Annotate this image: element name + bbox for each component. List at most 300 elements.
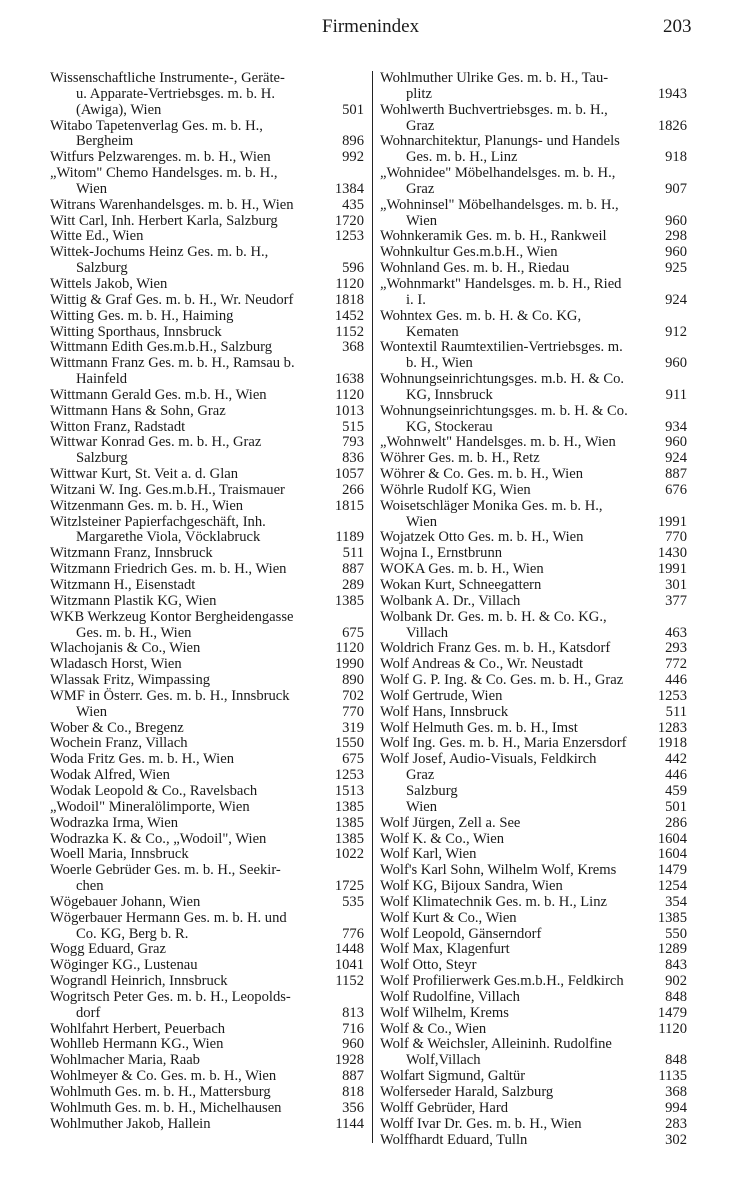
entry-name: Wladasch Horst, Wien — [50, 656, 182, 673]
index-entry — [50, 340, 364, 356]
entry-name: Wograndl Heinrich, Innsbruck — [50, 973, 228, 990]
index-entry — [380, 800, 687, 816]
entry-name: Witting Sporthaus, Innsbruck — [50, 323, 222, 340]
entry-name: „Wohnwelt" Handelsges. m. b. H., Wien — [380, 434, 616, 451]
entry-page-number: 463 — [665, 624, 687, 641]
entry-continuation: KG, Innsbruck — [406, 386, 493, 403]
entry-name: Wolf K. & Co., Wien — [380, 830, 505, 847]
entry-page-number: 960 — [665, 244, 687, 261]
index-entry — [50, 420, 364, 436]
entry-page-number: 770 — [342, 703, 364, 720]
entry-page-number: 1283 — [657, 719, 687, 736]
index-entry — [50, 483, 364, 499]
entry-name: Witzmann H., Eisenstadt — [50, 577, 196, 593]
index-entry — [50, 800, 364, 816]
entry-page-number: 1720 — [334, 212, 364, 229]
entry-page-number: 1452 — [334, 307, 364, 324]
entry-page-number: 925 — [665, 260, 687, 277]
entry-name: Wolf Otto, Steyr — [380, 957, 477, 974]
entry-name: Wober & Co., Bregenz — [50, 719, 184, 736]
entry-name: Wogg Eduard, Graz — [50, 941, 166, 958]
entry-name: Wogritsch Peter Ges. m. b. H., Leopolds- — [50, 988, 291, 1005]
index-entry — [380, 610, 687, 642]
index-entry — [380, 990, 687, 1006]
entry-continuation: Wolf,Villach — [406, 1052, 481, 1069]
entry-name: Wolf Rudolfine, Villach — [380, 988, 520, 1005]
entry-name: Wodak Leopold & Co., Ravelsbach — [50, 782, 258, 799]
entry-name: Witrans Warenhandelsges. m. b. H., Wien — [50, 196, 294, 213]
entry-name: Wohlfahrt Herbert, Peuerbach — [50, 1020, 226, 1037]
index-entry — [380, 578, 687, 594]
index-entry — [380, 245, 687, 261]
index-entry — [50, 150, 364, 166]
entry-name: Wolf Kurt & Co., Wien — [380, 909, 517, 926]
index-entry — [50, 816, 364, 832]
entry-page-number: 676 — [665, 481, 687, 498]
entry-name: Wöhrer & Co. Ges. m. b. H., Wien — [380, 466, 584, 483]
index-entry — [380, 1101, 687, 1117]
index-entry — [380, 863, 687, 879]
entry-page-number: 1385 — [334, 798, 364, 815]
entry-page-number: 442 — [665, 751, 687, 768]
entry-continuation: Salzburg — [76, 450, 128, 467]
entry-name: Wolferseder Harald, Salzburg — [380, 1084, 554, 1100]
entry-continuation: Graz — [406, 180, 435, 197]
entry-page-number: 1604 — [657, 830, 687, 847]
entry-name: Woell Maria, Innsbruck — [50, 846, 189, 863]
entry-name: Wolf Jürgen, Zell a. See — [380, 814, 521, 831]
entry-name: Wöhrle Rudolf KG, Wien — [380, 481, 531, 498]
entry-name: Wögebauer Johann, Wien — [50, 893, 201, 910]
entry-continuation: Co. KG, Berg b. R. — [76, 925, 189, 942]
entry-continuation: Wien — [406, 212, 438, 229]
entry-page-number: 1990 — [334, 656, 364, 673]
entry-page-number: 1550 — [334, 735, 364, 752]
index-entry — [380, 530, 687, 546]
index-entry — [380, 1069, 687, 1085]
entry-page-number: 298 — [665, 228, 687, 245]
index-entry — [380, 1085, 687, 1101]
index-entry — [380, 483, 687, 499]
entry-page-number: 770 — [665, 529, 687, 546]
entry-page-number: 1253 — [334, 228, 364, 245]
entry-page-number: 1152 — [335, 973, 364, 990]
entry-page-number: 848 — [665, 988, 687, 1005]
entry-page-number: 1120 — [335, 640, 364, 657]
entry-page-number: 289 — [342, 577, 364, 593]
entry-page-number: 535 — [342, 893, 364, 910]
index-entry — [50, 911, 364, 943]
entry-page-number: 1022 — [334, 846, 364, 863]
entry-page-number: 354 — [665, 893, 687, 910]
entry-page-number: 1385 — [334, 592, 364, 609]
entry-page-number: 960 — [342, 1036, 364, 1053]
entry-page-number: 283 — [665, 1115, 687, 1132]
entry-page-number: 896 — [342, 133, 364, 150]
entry-page-number: 501 — [665, 798, 687, 815]
index-entry — [50, 974, 364, 990]
index-entry — [380, 895, 687, 911]
entry-name: Wohnkeramik Ges. m. b. H., Rankweil — [380, 228, 607, 245]
entry-page-number: 848 — [665, 1052, 687, 1069]
entry-name: WMF in Österr. Ges. m. b. H., Innsbruck — [50, 687, 290, 704]
entry-page-number: 924 — [665, 450, 687, 467]
entry-name: Wolf & Co., Wien — [380, 1020, 487, 1037]
entry-name: Wohlwerth Buchvertriebsges. m. b. H., — [380, 101, 608, 118]
entry-page-number: 960 — [665, 355, 687, 372]
entry-name: Wlassak Fritz, Wimpassing — [50, 672, 211, 689]
entry-name: Wodrazka K. & Co., „Wodoil", Wien — [50, 830, 267, 847]
entry-page-number: 1254 — [657, 878, 687, 895]
index-entry — [380, 340, 687, 372]
index-entry — [50, 451, 364, 467]
entry-name: Wolffhardt Eduard, Tulln — [380, 1131, 528, 1148]
entry-name: Wojna I., Ernstbrunn — [380, 545, 503, 562]
entry-page-number: 960 — [665, 434, 687, 451]
entry-name: Wolf Andreas & Co., Wr. Neustadt — [380, 656, 584, 673]
entry-name: Witzani W. Ing. Ges.m.b.H., Traismauer — [50, 481, 285, 498]
entry-name: Woisetschläger Monika Ges. m. b. H., — [380, 497, 603, 514]
entry-name: Wlachojanis & Co., Wien — [50, 640, 201, 657]
entry-page-number: 501 — [342, 101, 364, 118]
index-entry — [50, 752, 364, 768]
entry-continuation: i. I. — [406, 291, 426, 308]
index-entry — [50, 895, 364, 911]
index-entry — [380, 309, 687, 341]
entry-page-number: 1991 — [657, 513, 687, 530]
entry-page-number: 994 — [665, 1099, 687, 1116]
entry-page-number: 907 — [665, 180, 687, 197]
index-entry — [50, 388, 364, 404]
entry-name: „Witom" Chemo Handelsges. m. b. H., — [50, 165, 278, 182]
index-entry — [50, 562, 364, 578]
index-entry — [50, 1037, 364, 1053]
index-entry — [380, 546, 687, 562]
entry-name: Wontextil Raumtextilien-Vertriebsges. m. — [380, 339, 623, 356]
index-entry — [50, 71, 364, 119]
index-entry — [380, 372, 687, 404]
page-header — [0, 16, 739, 46]
entry-page-number: 446 — [665, 672, 687, 689]
entry-page-number: 1991 — [657, 561, 687, 578]
index-entry — [50, 594, 364, 610]
index-entry — [50, 578, 364, 594]
entry-name: Wöhrer Ges. m. b. H., Retz — [380, 450, 540, 467]
index-entry — [50, 356, 364, 388]
entry-page-number: 377 — [665, 592, 687, 609]
entry-page-number: 435 — [342, 196, 364, 213]
entry-page-number: 836 — [342, 450, 364, 467]
entry-page-number: 1385 — [657, 909, 687, 926]
index-entry — [50, 673, 364, 689]
entry-page-number: 1918 — [657, 735, 687, 752]
entry-page-number: 511 — [665, 703, 687, 720]
index-entry — [50, 942, 364, 958]
entry-name: Wohnland Ges. m. b. H., Riedau — [380, 260, 570, 277]
entry-page-number: 446 — [665, 767, 687, 784]
entry-continuation: Wien — [76, 180, 108, 197]
index-entry — [380, 673, 687, 689]
entry-name: Wöginger KG., Lustenau — [50, 957, 198, 974]
entry-page-number: 1430 — [657, 545, 687, 562]
entry-page-number: 1289 — [657, 941, 687, 958]
entry-name: „Wodoil" Mineralölimporte, Wien — [50, 798, 250, 815]
entry-page-number: 596 — [342, 260, 364, 277]
entry-continuation: Margarethe Viola, Vöcklabruck — [76, 529, 261, 546]
entry-page-number: 1253 — [657, 687, 687, 704]
entry-page-number: 459 — [665, 782, 687, 799]
entry-continuation: u. Apparate-Vertriebsges. m. b. H. — [76, 85, 275, 102]
index-entry — [50, 990, 364, 1022]
index-entry — [380, 1022, 687, 1038]
index-entry — [380, 911, 687, 927]
entry-name: Wohlmuth Ges. m. b. H., Mattersburg — [50, 1084, 271, 1100]
index-entry — [50, 546, 364, 562]
entry-page-number: 511 — [342, 545, 364, 562]
entry-name: Wolf G. P. Ing. & Co. Ges. m. b. H., Graz — [380, 672, 624, 689]
index-entry — [380, 166, 687, 198]
index-entry — [380, 134, 687, 166]
entry-continuation: Villach — [406, 624, 449, 641]
index-entry — [380, 752, 687, 768]
entry-page-number: 1144 — [335, 1115, 364, 1132]
entry-continuation: Wien — [406, 513, 438, 530]
index-entry — [50, 689, 364, 705]
index-entry — [380, 705, 687, 721]
index-entry — [50, 1101, 364, 1117]
index-entry — [50, 404, 364, 420]
entry-name: Wittmann Gerald Ges. m.b. H., Wien — [50, 386, 267, 403]
entry-page-number: 924 — [665, 291, 687, 308]
entry-page-number: 675 — [342, 751, 364, 768]
entry-continuation: KG, Stockerau — [406, 418, 493, 435]
entry-name: Wodrazka Irma, Wien — [50, 814, 179, 831]
index-entry — [380, 689, 687, 705]
entry-name: Witzmann Franz, Innsbruck — [50, 545, 213, 562]
entry-page-number: 1253 — [334, 767, 364, 784]
index-entry — [50, 515, 364, 547]
entry-page-number: 301 — [665, 577, 687, 593]
entry-continuation: Graz — [406, 117, 435, 134]
index-entry — [380, 816, 687, 832]
index-entry — [50, 847, 364, 863]
index-entry — [50, 309, 364, 325]
index-entry — [50, 214, 364, 230]
entry-page-number: 843 — [665, 957, 687, 974]
entry-page-number: 1604 — [657, 846, 687, 863]
index-entry — [50, 1085, 364, 1101]
index-entry — [50, 1022, 364, 1038]
entry-name: Wittig & Graf Ges. m. b. H., Wr. Neudorf — [50, 291, 294, 308]
index-entry — [380, 1006, 687, 1022]
index-entry — [50, 1069, 364, 1085]
entry-page-number: 1041 — [334, 957, 364, 974]
entry-page-number: 1120 — [658, 1020, 687, 1037]
index-entry — [50, 784, 364, 800]
entry-name: Wolbank A. Dr., Villach — [380, 592, 521, 609]
entry-page-number: 302 — [665, 1131, 687, 1148]
entry-name: „Wohnidee" Möbelhandelsges. m. b. H., — [380, 165, 616, 182]
entry-name: Wohlmuther Ulrike Ges. m. b. H., Tau- — [380, 70, 609, 86]
entry-name: Witzmann Friedrich Ges. m. b. H., Wien — [50, 561, 287, 578]
entry-name: Wolf & Weichsler, Alleininh. Rudolfine — [380, 1036, 612, 1053]
entry-name: Wolf Helmuth Ges. m. b. H., Imst — [380, 719, 578, 736]
entry-page-number: 1385 — [334, 830, 364, 847]
entry-name: Wokan Kurt, Schneegattern — [380, 577, 542, 593]
entry-name: Wohnarchitektur, Planungs- und Handels — [380, 133, 620, 150]
entry-page-number: 319 — [342, 719, 364, 736]
index-entry — [380, 594, 687, 610]
entry-page-number: 890 — [342, 672, 364, 689]
index-entry — [50, 721, 364, 737]
entry-name: Wolff Ivar Dr. Ges. m. b. H., Wien — [380, 1115, 582, 1132]
entry-name: Wohlmacher Maria, Raab — [50, 1052, 200, 1069]
entry-name: Witzmann Plastik KG, Wien — [50, 592, 217, 609]
entry-name: Wolf Josef, Audio-Visuals, Feldkirch — [380, 751, 597, 768]
index-entry — [380, 942, 687, 958]
entry-continuation: b. H., Wien — [406, 355, 473, 372]
index-entry — [380, 736, 687, 752]
entry-continuation: Wien — [406, 798, 438, 815]
entry-page-number: 1135 — [658, 1068, 687, 1085]
index-entry — [380, 641, 687, 657]
index-entry — [50, 277, 364, 293]
index-entry — [380, 847, 687, 863]
entry-page-number: 992 — [342, 149, 364, 166]
entry-page-number: 1189 — [335, 529, 364, 546]
index-entry — [380, 958, 687, 974]
column-divider — [372, 71, 373, 1143]
entry-name: Wolfart Sigmund, Galtür — [380, 1068, 526, 1085]
index-entry — [50, 610, 364, 642]
entry-continuation: plitz — [406, 85, 432, 102]
entry-page-number: 368 — [665, 1084, 687, 1100]
entry-name: Witzenmann Ges. m. b. H., Wien — [50, 497, 244, 514]
index-entry — [380, 784, 687, 800]
entry-name: Wohnkultur Ges.m.b.H., Wien — [380, 244, 558, 261]
entry-name: Wittels Jakob, Wien — [50, 275, 168, 292]
entry-name: Witton Franz, Radstadt — [50, 418, 186, 435]
entry-page-number: 1479 — [657, 862, 687, 879]
index-entry — [380, 229, 687, 245]
entry-name: Wolf's Karl Sohn, Wilhelm Wolf, Krems — [380, 862, 617, 879]
entry-name: WOKA Ges. m. b. H., Wien — [380, 561, 544, 578]
index-entry — [380, 562, 687, 578]
index-entry — [50, 832, 364, 848]
entry-name: Witfurs Pelzwarenges. m. b. H., Wien — [50, 149, 271, 166]
entry-continuation: Bergheim — [76, 133, 134, 150]
entry-name: Witte Ed., Wien — [50, 228, 144, 245]
entry-name: Wissenschaftliche Instrumente-, Geräte- — [50, 70, 285, 86]
entry-page-number: 356 — [342, 1099, 364, 1116]
index-entry — [380, 974, 687, 990]
entry-page-number: 1818 — [334, 291, 364, 308]
entry-name: Witt Carl, Inh. Herbert Karla, Salzburg — [50, 212, 278, 229]
entry-page-number: 772 — [665, 656, 687, 673]
entry-page-number: 818 — [342, 1084, 364, 1100]
entry-page-number: 887 — [342, 561, 364, 578]
index-entry — [380, 657, 687, 673]
entry-name: Wolf Karl, Wien — [380, 846, 477, 863]
entry-name: Wolf Klimatechnik Ges. m. b. H., Linz — [380, 893, 608, 910]
page-number: 203 — [663, 16, 692, 37]
index-entry — [380, 435, 687, 451]
index-entry — [380, 451, 687, 467]
entry-name: WKB Werkzeug Kontor Bergheidengasse — [50, 608, 294, 625]
entry-name: Witting Ges. m. b. H., Haiming — [50, 307, 234, 324]
entry-continuation: (Awiga), Wien — [76, 101, 162, 118]
index-entry — [380, 261, 687, 277]
index-entry — [380, 71, 687, 103]
entry-name: Wolf Wilhelm, Krems — [380, 1004, 509, 1021]
index-entry — [50, 1117, 364, 1133]
entry-page-number: 716 — [342, 1020, 364, 1037]
index-entry — [380, 927, 687, 943]
entry-name: „Wohninsel" Möbelhandelsges. m. b. H., — [380, 196, 619, 213]
entry-continuation: dorf — [76, 1004, 101, 1021]
entry-name: Wolf Max, Klagenfurt — [380, 941, 510, 958]
entry-name: Wittek-Jochums Heinz Ges. m. b. H., — [50, 244, 269, 261]
entry-page-number: 702 — [342, 687, 364, 704]
entry-page-number: 934 — [665, 418, 687, 435]
entry-name: Wochein Franz, Villach — [50, 735, 188, 752]
index-entry — [50, 325, 364, 341]
index-entry — [50, 119, 364, 151]
entry-page-number: 1725 — [334, 878, 364, 895]
entry-name: Wolf Hans, Innsbruck — [380, 703, 509, 720]
entry-continuation: Graz — [406, 767, 435, 784]
entry-page-number: 887 — [665, 466, 687, 483]
index-entry — [380, 768, 687, 784]
entry-name: Wolf Ing. Ges. m. b. H., Maria Enzersdorf — [380, 735, 627, 752]
index-entry — [380, 103, 687, 135]
entry-name: Wittmann Edith Ges.m.b.H., Salzburg — [50, 339, 273, 356]
entry-page-number: 1826 — [657, 117, 687, 134]
entry-page-number: 960 — [665, 212, 687, 229]
entry-page-number: 911 — [665, 386, 687, 403]
entry-page-number: 1448 — [334, 941, 364, 958]
entry-name: Wittwar Konrad Ges. m. b. H., Graz — [50, 434, 262, 451]
entry-name: Woldrich Franz Ges. m. b. H., Katsdorf — [380, 640, 611, 657]
entry-name: Witabo Tapetenverlag Ges. m. b. H., — [50, 117, 263, 134]
index-entry — [380, 721, 687, 737]
index-entry — [380, 198, 687, 230]
entry-page-number: 1013 — [334, 402, 364, 419]
entry-name: Wittmann Hans & Sohn, Graz — [50, 402, 226, 419]
index-entry — [380, 879, 687, 895]
entry-page-number: 902 — [665, 973, 687, 990]
entry-page-number: 550 — [665, 925, 687, 942]
index-entry — [380, 404, 687, 436]
index-entry — [50, 166, 364, 198]
entry-name: Wohlmeyer & Co. Ges. m. b. H., Wien — [50, 1068, 277, 1085]
entry-name: Wolf Gertrude, Wien — [380, 687, 503, 704]
entry-continuation: chen — [76, 878, 104, 895]
entry-name: Wohlmuther Jakob, Hallein — [50, 1115, 211, 1132]
index-entry — [50, 435, 364, 451]
entry-name: Wolf Profilierwerk Ges.m.b.H., Feldkirch — [380, 973, 624, 990]
entry-continuation: Salzburg — [406, 782, 458, 799]
entry-page-number: 1513 — [334, 782, 364, 799]
entry-page-number: 918 — [665, 149, 687, 166]
index-entry — [50, 958, 364, 974]
entry-name: Woerle Gebrüder Ges. m. b. H., Seekir- — [50, 862, 281, 879]
entry-page-number: 286 — [665, 814, 687, 831]
index-entry — [50, 657, 364, 673]
index-column-left — [50, 71, 364, 1133]
index-entry — [50, 863, 364, 895]
entry-page-number: 1638 — [334, 371, 364, 388]
